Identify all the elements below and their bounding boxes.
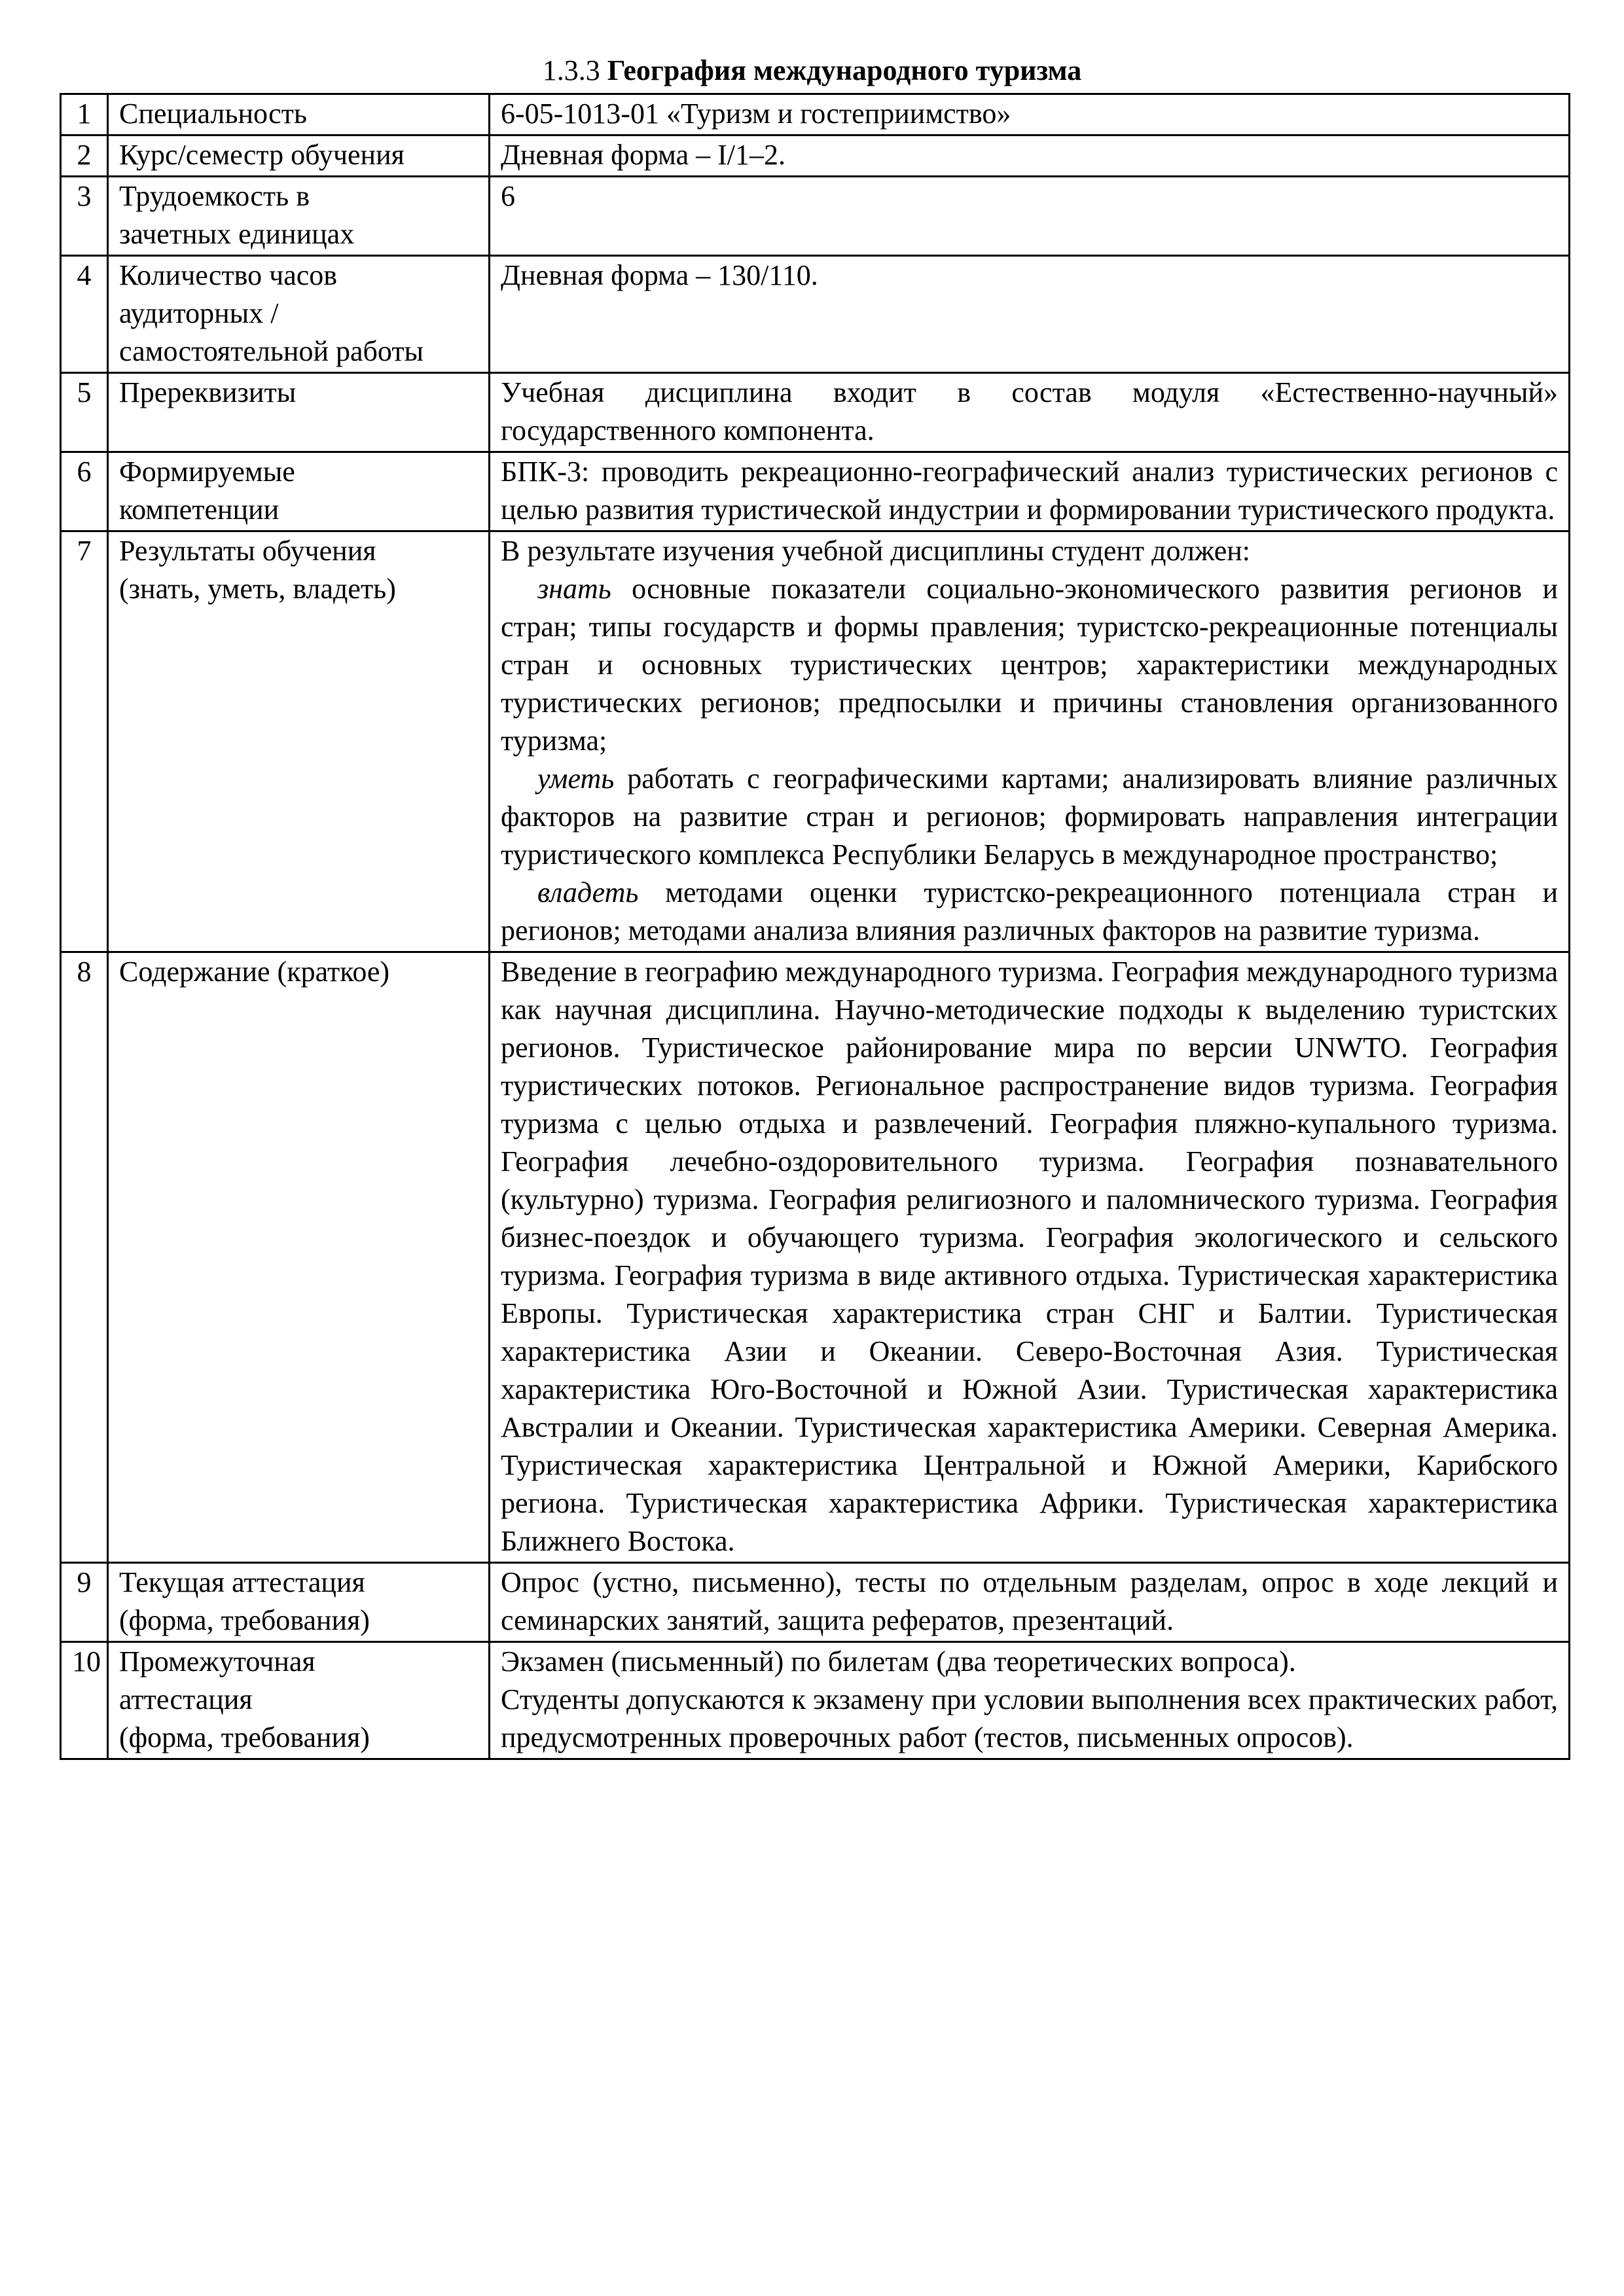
table-row	[61, 373, 1570, 452]
row-value	[490, 531, 1570, 952]
row-label: Курс/семестр обучения	[108, 135, 490, 177]
row-value: Опрос (устно, письменно), тесты по отдельным разделам, опрос в ходе лекций и семинарских занятий, защита рефератов, презентаций.	[490, 1563, 1570, 1642]
table-row	[61, 94, 1570, 135]
row-value: 6-05-1013-01 «Туризм и гостеприимство»	[490, 94, 1570, 135]
outcomes-own	[501, 874, 1558, 950]
know-term: знать	[537, 573, 611, 605]
row-number: 8	[61, 952, 108, 1563]
row-value: БПК-3: проводить рекреационно-географический анализ туристических регионов с целью развития туристической индустрии и формировании туристического продукта.	[490, 452, 1570, 531]
table-row	[61, 452, 1570, 531]
row-label: Содержание (краткое)	[108, 952, 490, 1563]
table-row	[61, 1642, 1570, 1759]
table-row	[61, 1563, 1570, 1642]
row-value: Учебная дисциплина входит в состав модуля «Естественно-научный» государственного компонента.	[490, 373, 1570, 452]
row-label: Текущая аттестация (форма, требования)	[108, 1563, 490, 1642]
exam-admission: Студенты допускаются к экзамену при условии выполнения всех практических работ, предусмотренных проверочных работ (тестов, письменных опросов).	[501, 1683, 1558, 1753]
row-number: 7	[61, 531, 108, 952]
row-label: Трудоемкость в зачетных единицах	[108, 177, 490, 256]
syllabus-table	[60, 93, 1570, 1760]
row-label: Пререквизиты	[108, 373, 490, 452]
can-text: работать с географическими картами; анализировать влияние различных факторов на развитие стран и регионов; формировать направления интеграции туристического комплекса Республики Беларусь в международное пространство;	[501, 762, 1558, 870]
row-number: 2	[61, 135, 108, 177]
own-term: владеть	[537, 876, 639, 908]
row-label: Количество часов аудиторных / самостоятельной работы	[108, 256, 490, 373]
document-title	[0, 54, 1624, 88]
own-text: методами оценки туристско-рекреационного потенциала стран и регионов; методами анализа влияния различных факторов на развитие туризма.	[501, 876, 1558, 946]
row-number: 3	[61, 177, 108, 256]
table-row	[61, 135, 1570, 177]
row-value: Дневная форма – 130/110.	[490, 256, 1570, 373]
row-value: Дневная форма – I/1–2.	[490, 135, 1570, 177]
outcomes-intro: В результате изучения учебной дисциплины студент должен:	[501, 535, 1251, 567]
table-row	[61, 177, 1570, 256]
row-label: Формируемые компетенции	[108, 452, 490, 531]
row-number: 1	[61, 94, 108, 135]
outcomes-know	[501, 570, 1558, 760]
title-text: География международного туризма	[607, 54, 1082, 86]
can-term: уметь	[537, 762, 615, 795]
row-label: Результаты обучения (знать, уметь, владеть)	[108, 531, 490, 952]
row-number: 4	[61, 256, 108, 373]
table-row	[61, 952, 1570, 1563]
row-value: 6	[490, 177, 1570, 256]
table-row	[61, 531, 1570, 952]
row-label: Промежуточная аттестация (форма, требования)	[108, 1642, 490, 1759]
table-row	[61, 256, 1570, 373]
title-number: 1.3.3	[542, 54, 600, 86]
exam-format: Экзамен (письменный) по билетам (два теоретических вопроса).	[501, 1645, 1296, 1677]
row-value	[490, 1642, 1570, 1759]
row-number: 10	[61, 1642, 108, 1759]
row-number: 5	[61, 373, 108, 452]
know-text: основные показатели социально-экономического развития регионов и стран; типы государств и формы правления; туристско-рекреационные потенциалы стран и основных туристических центров; характеристики международных туристических регионов; предпосылки и причины становления организованного туризма;	[501, 573, 1558, 757]
row-number: 9	[61, 1563, 108, 1642]
row-number: 6	[61, 452, 108, 531]
row-value: Введение в географию международного туризма. География международного туризма как научная дисциплина. Научно-методические подходы к выделению туристских регионов. Туристическое районирование мира по версии UNWTO. География туристических потоков. Региональное распространение видов туризма. География туризма с целью отдыха и развлечений. География пляжно-купального туризма. География лечебно-оздоровительного туризма. География познавательного (культурно) туризма. География религиозного и паломнического туризма. География бизнес-поездок и обучающего туризма. География экологического и сельского туризма. География туризма в виде активного отдыха. Туристическая характеристика Европы. Туристическая характеристика стран СНГ и Балтии. Туристическая характеристика Азии и Океании. Северо-Восточная Азия. Туристическая характеристика Юго-Восточной и Южной Азии. Туристическая характеристика Австралии и Океании. Туристическая характеристика Америки. Северная Америка. Туристическая характеристика Центральной и Южной Америки, Карибского региона. Туристическая характеристика Африки. Туристическая характеристика Ближнего Востока.	[490, 952, 1570, 1563]
outcomes-can	[501, 760, 1558, 874]
row-label: Специальность	[108, 94, 490, 135]
